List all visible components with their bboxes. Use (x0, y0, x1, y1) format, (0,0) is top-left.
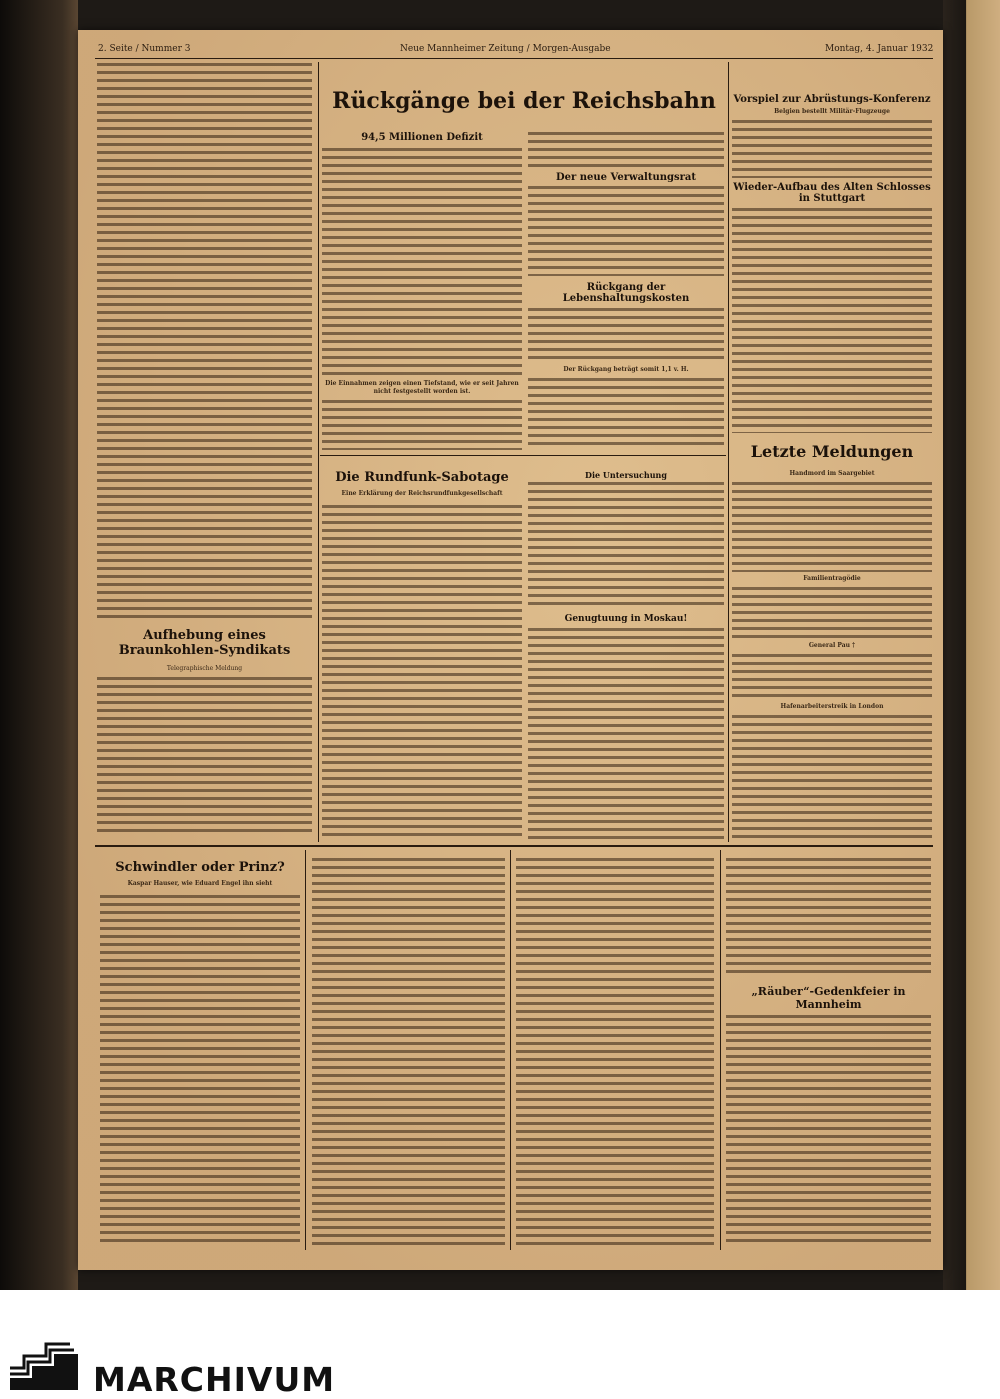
article-text-column (726, 858, 931, 978)
article-text-column (528, 628, 724, 840)
article-text-column (732, 715, 932, 840)
raeuber-headline: „Räuber“-Gedenkfeier in Mannheim (751, 985, 906, 1011)
column-rule (510, 850, 511, 1250)
letzte-headline: Letzte Meldungen (750, 442, 914, 461)
reichsbahn-box: Die Einnahmen zeigen einen Tiefstand, wie er seit Jahren nicht festgestellt worden ist. (325, 380, 519, 395)
article-text-column (726, 1015, 931, 1245)
reichsbahn-headline: Rückgänge bei der Reichsbahn (332, 88, 716, 114)
article-text-column (528, 378, 724, 450)
schwindler-headline: Schwindler oder Prinz? (115, 860, 285, 875)
rundfunk-subheading: Eine Erklärung der Reichsrundfunkgesellschaft (341, 490, 503, 497)
letzte-sub4: Hafenarbeiterstreik in London (780, 703, 884, 710)
braunkohlen-subheading: Telegraphische Meldung (166, 665, 243, 672)
column-rule (318, 62, 319, 842)
section-rule (320, 455, 726, 456)
article-text-column (100, 895, 300, 1245)
letzte-sub1: Handmord im Saargebiet (789, 470, 875, 477)
column-rule (720, 850, 721, 1250)
next-page-edge (943, 0, 1000, 1290)
schwindler-subheading: Kaspar Hauser, wie Eduard Engel ihn sieht (127, 880, 273, 887)
article-text-column (528, 186, 724, 276)
newspaper-title: Neue Mannheimer Zeitung / Morgen-Ausgabe (400, 44, 611, 54)
stuttgart-headline: Wieder-Aufbau des Alten Schlosses in Stuttgart (733, 182, 931, 204)
article-text-column (528, 132, 724, 167)
letzte-sub2: Familientragödie (803, 575, 861, 582)
reichsbahn-subheading: 94,5 Millionen Defizit (361, 132, 483, 143)
binding-edge (0, 0, 78, 1290)
article-text-column (732, 208, 932, 433)
article-text-column (97, 677, 312, 837)
archive-brand: MARCHIVUM (93, 1360, 336, 1399)
article-text-column (528, 482, 724, 610)
article-text-column (516, 858, 714, 1245)
article-text-column (322, 400, 522, 450)
article-text-column (322, 505, 522, 840)
column-rule (305, 850, 306, 1250)
article-text-column (528, 308, 724, 363)
rundfunk-headline: Die Rundfunk-Sabotage (335, 470, 509, 485)
article-text-column (732, 654, 932, 699)
abruestung-subheading: Belgien bestellt Militär-Flugzeuge (774, 108, 890, 115)
abruestung-headline: Vorspiel zur Abrüstungs-Konferenz (733, 94, 931, 105)
untersuchung-heading: Die Untersuchung (585, 470, 667, 480)
article-text-column (732, 120, 932, 178)
page-number: 2. Seite / Nummer 3 (98, 44, 191, 54)
section-rule (95, 845, 933, 847)
lebenshaltung-headline: Rückgang der Lebenshaltungskosten (562, 282, 690, 304)
article-text-column (312, 858, 505, 1245)
letzte-sub3: General Pau † (808, 642, 856, 649)
article-text-column (732, 482, 932, 572)
masthead-rule (95, 58, 933, 59)
braunkohlen-headline: Aufhebung eines Braunkohlen-Syndikats (118, 628, 291, 658)
article-text-column (732, 587, 932, 639)
verwaltungsrat-headline: Der neue Verwaltungsrat (555, 172, 697, 183)
column-rule (728, 62, 729, 842)
issue-date: Montag, 4. Januar 1932 (825, 44, 934, 54)
marchivum-logo-icon (8, 1320, 80, 1392)
article-text-column (97, 63, 312, 623)
article-text-column (322, 148, 522, 378)
moskau-heading: Genugtuung in Moskau! (564, 614, 688, 624)
lebenshaltung-note: Der Rückgang beträgt somit 1,1 v. H. (563, 366, 689, 373)
